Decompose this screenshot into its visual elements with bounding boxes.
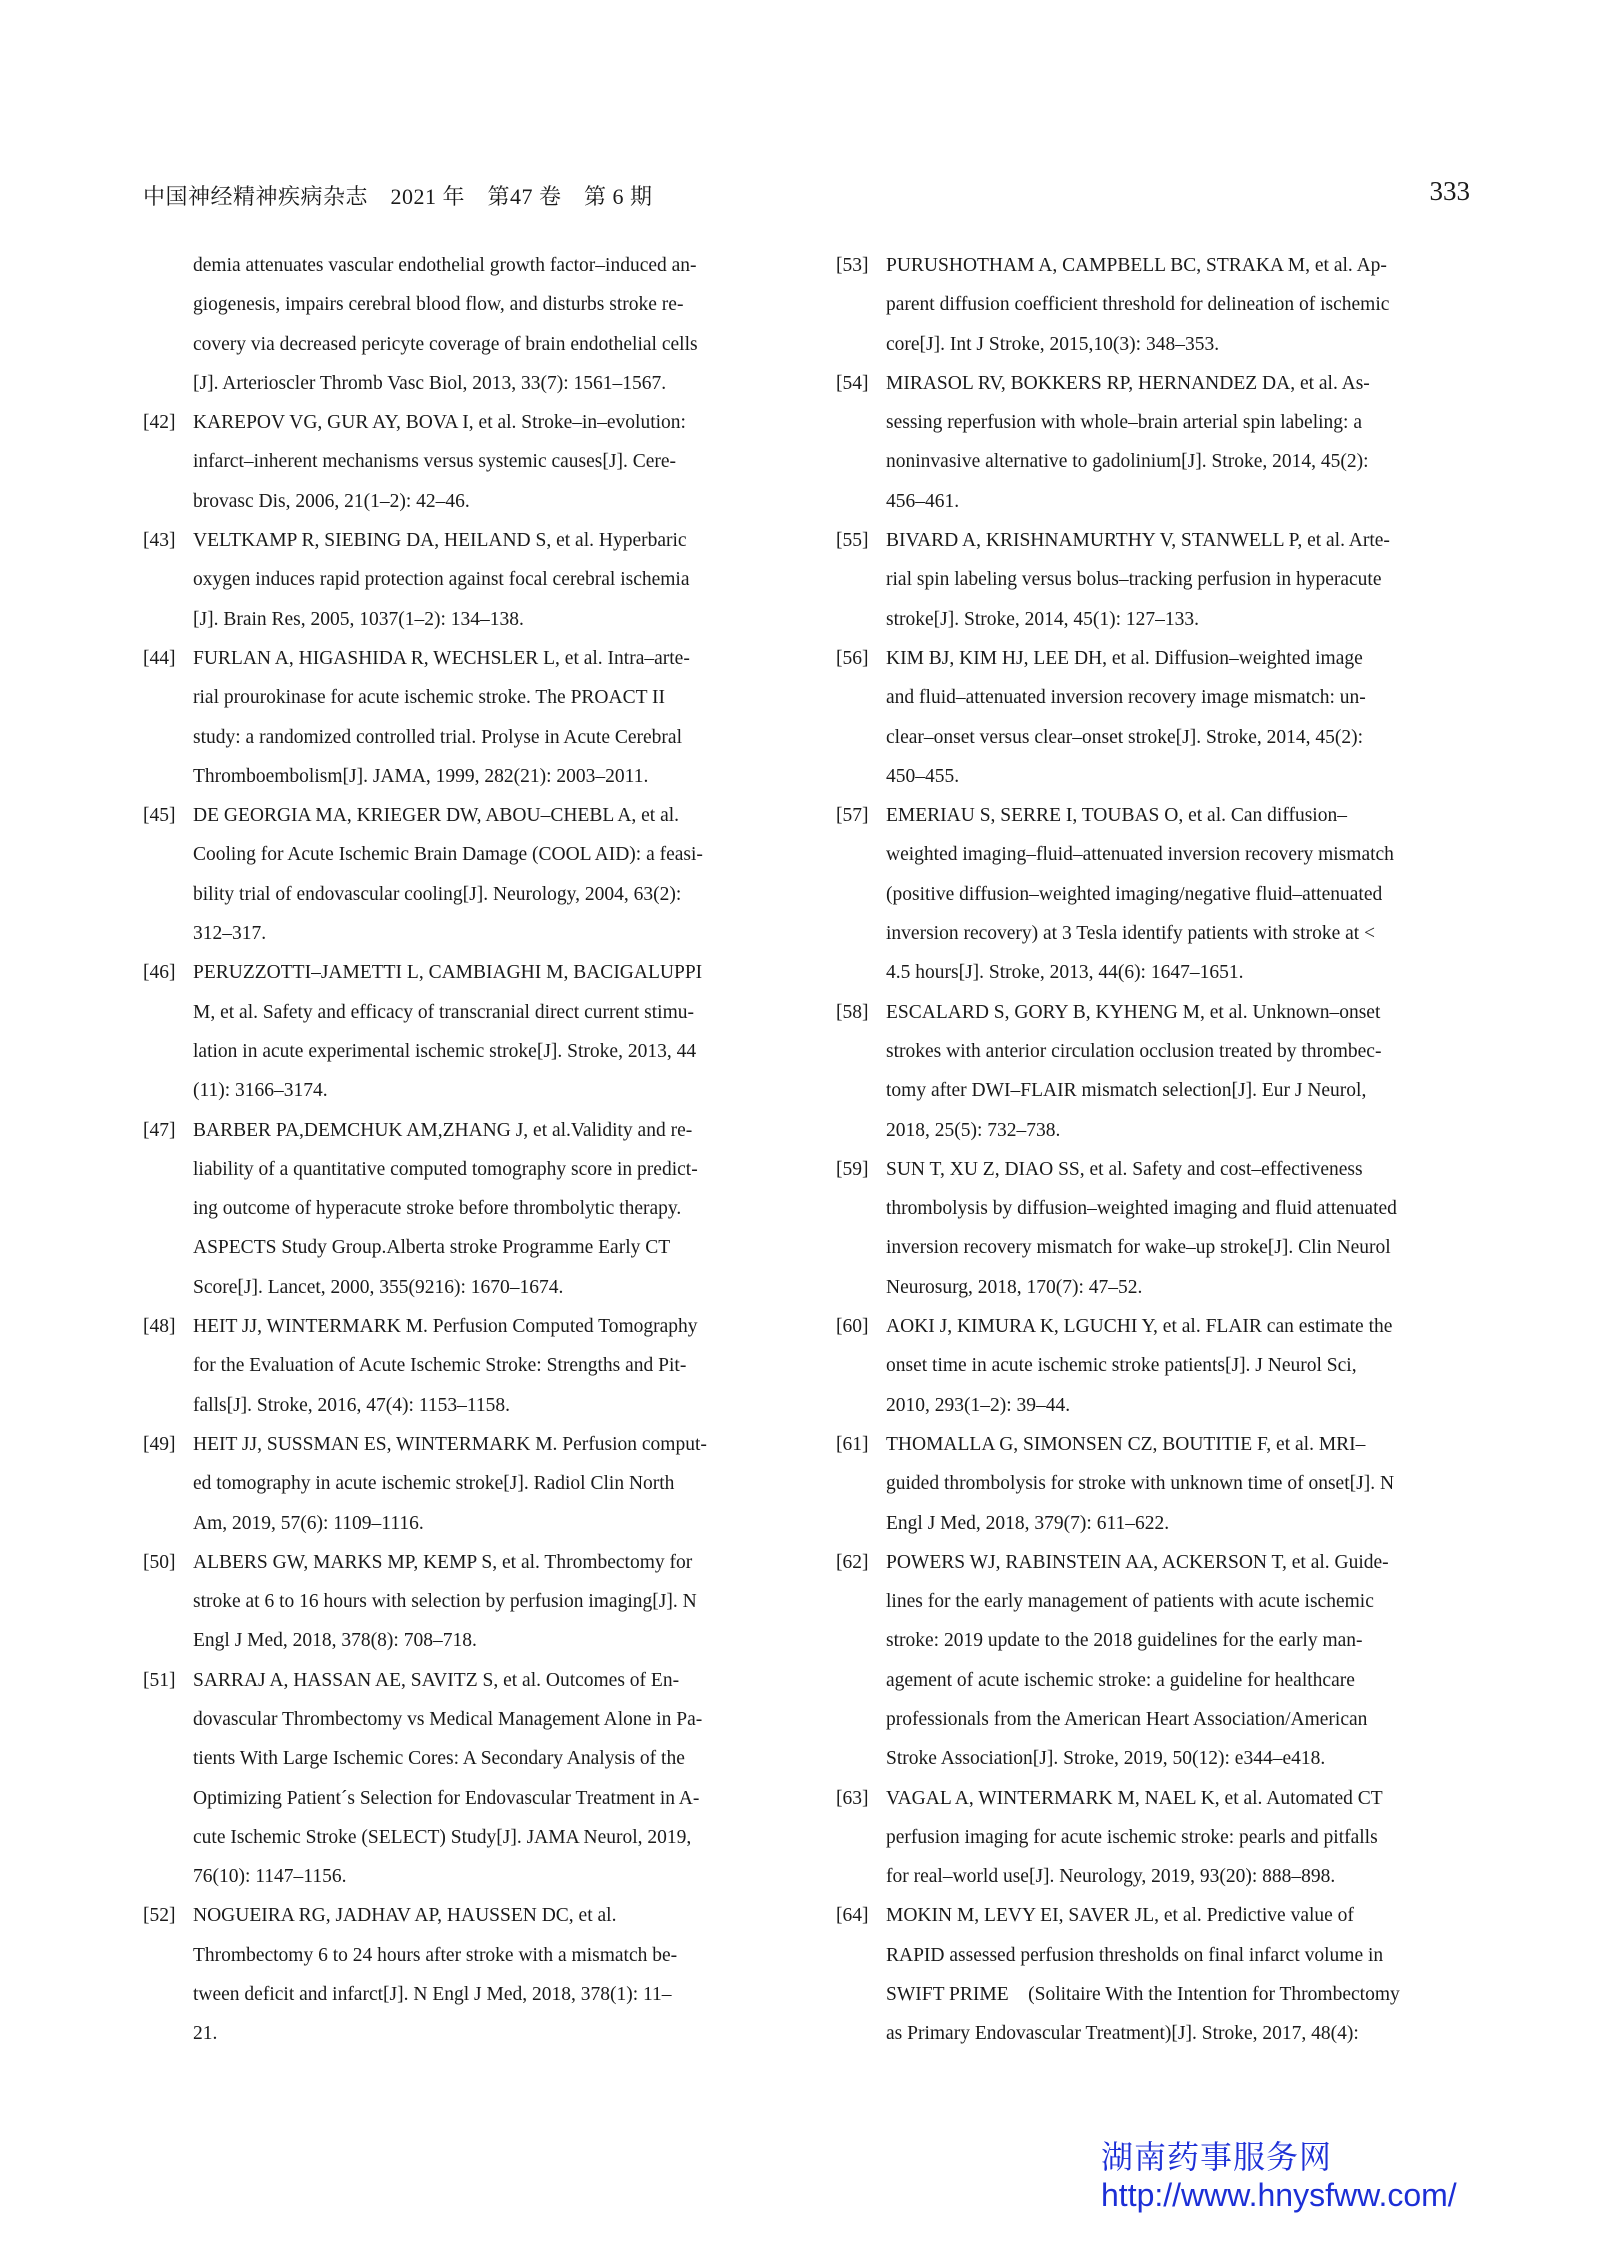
- reference-item: [143, 1661, 777, 1897]
- reference-number: [42]: [143, 412, 176, 434]
- reference-text: HEIT JJ, SUSSMAN ES, WINTERMARK M. Perfusion comput- ed tomography in acute ischemic stroke[J]. Radiol Clin North Am, 2019, 57(6): 1109–1116.: [193, 1433, 707, 1534]
- reference-text: THOMALLA G, SIMONSEN CZ, BOUTITIE F, et al. MRI– guided thrombolysis for stroke with unknown time of onset[J]. N Engl J Med, 2018, 379(7): 611–622.: [886, 1433, 1395, 1534]
- reference-item: [143, 1896, 777, 2053]
- reference-text: VAGAL A, WINTERMARK M, NAEL K, et al. Automated CT perfusion imaging for acute ischemic stroke: pearls and pitfalls for real–world use[J]. Neurology, 2019, 93(20): 888–898.: [886, 1787, 1383, 1888]
- reference-number: [63]: [836, 1787, 869, 1809]
- reference-number: [46]: [143, 962, 176, 984]
- reference-text: PURUSHOTHAM A, CAMPBELL BC, STRAKA M, et al. Ap- parent diffusion coefficient threshold for delineation of ischemic core[J]. Int J Stroke, 2015,10(3): 348–353.: [886, 255, 1390, 355]
- reference-text: VELTKAMP R, SIEBING DA, HEILAND S, et al. Hyperbaric oxygen induces rapid protection against focal cerebral ischemia [J]. Brain Res, 2005, 1037(1–2): 134–138.: [193, 530, 690, 630]
- reference-number: [45]: [143, 805, 176, 827]
- reference-text: HEIT JJ, WINTERMARK M. Perfusion Computed Tomography for the Evaluation of Acute Ischemic Stroke: Strengths and Pit- falls[J]. Stroke, 2016, 47(4): 1153–1158.: [193, 1316, 698, 1416]
- journal-info: 中国神经精神疾病杂志 2021 年 第47 卷 第 6 期: [143, 184, 653, 209]
- reference-number: [50]: [143, 1551, 176, 1573]
- reference-text: KAREPOV VG, GUR AY, BOVA I, et al. Stroke–in–evolution: infarct–inherent mechanisms versus systemic causes[J]. Cere- brovasc Dis, 2006, 21(1–2): 42–46.: [193, 412, 686, 512]
- reference-item: [836, 1543, 1470, 1779]
- reference-text: DE GEORGIA MA, KRIEGER DW, ABOU–CHEBL A, et al. Cooling for Acute Ischemic Brain Damage (COOL AID): a feasi- bility trial of endovascular cooling[J]. Neurology, 2004, 63(2): 312–317.: [193, 805, 703, 945]
- reference-number: [47]: [143, 1119, 176, 1141]
- right-column: [836, 246, 1470, 2096]
- reference-text: ESCALARD S, GORY B, KYHENG M, et al. Unknown–onset strokes with anterior circulation occlusion treated by thrombec- tomy after DWI–FLAIR mismatch selection[J]. Eur J Neurol, 2018, 25(5): 732–738.: [886, 1001, 1382, 1141]
- reference-item: [836, 521, 1470, 639]
- reference-text: ALBERS GW, MARKS MP, KEMP S, et al. Thrombectomy for stroke at 6 to 16 hours with selection by perfusion imaging[J]. N Engl J Med, 2018, 378(8): 708–718.: [193, 1551, 697, 1652]
- reference-item: [143, 796, 777, 953]
- reference-item: [836, 1425, 1470, 1543]
- reference-item: [836, 1307, 1470, 1425]
- reference-text: NOGUEIRA RG, JADHAV AP, HAUSSEN DC, et al. Thrombectomy 6 to 24 hours after stroke with a mismatch be- tween deficit and infarct[J]. N Engl J Med, 2018, 378(1): 11– 21.: [193, 1905, 678, 2045]
- reference-item: [143, 1543, 777, 1661]
- watermark[interactable]: [1101, 2138, 1457, 2214]
- reference-item: [143, 1307, 777, 1425]
- reference-item: [836, 1779, 1470, 1897]
- reference-item: [143, 1111, 777, 1307]
- reference-text: MOKIN M, LEVY EI, SAVER JL, et al. Predictive value of RAPID assessed perfusion thresholds on final infarct volume in SWIFT PRIME (Solitaire With the Intention for Thrombectomy as Primary Endovascular Treatment)[J]. Stroke, 2017, 48(4):: [886, 1905, 1400, 2045]
- reference-item: [836, 1150, 1470, 1307]
- reference-text: KIM BJ, KIM HJ, LEE DH, et al. Diffusion–weighted image and fluid–attenuated inversion recovery image mismatch: un- clear–onset versus clear–onset stroke[J]. Stroke, 2014, 45(2): 450–455.: [886, 647, 1366, 787]
- reference-item: [836, 1896, 1470, 2053]
- running-header: [143, 176, 1470, 216]
- reference-number: [62]: [836, 1551, 869, 1573]
- reference-item: [143, 1425, 777, 1543]
- reference-item: [143, 639, 777, 796]
- reference-number: [55]: [836, 530, 869, 552]
- reference-item: [836, 364, 1470, 521]
- reference-item: [836, 993, 1470, 1150]
- watermark-url-link[interactable]: http://www.hnysfww.com/: [1101, 2177, 1457, 2213]
- reference-item: [143, 521, 777, 639]
- reference-number: [49]: [143, 1433, 176, 1455]
- reference-number: [43]: [143, 530, 176, 552]
- reference-number: [48]: [143, 1316, 176, 1338]
- page-number: 333: [1429, 176, 1470, 206]
- reference-item: [143, 953, 777, 1110]
- reference-number: [61]: [836, 1433, 869, 1455]
- reference-item: [143, 403, 777, 521]
- reference-text: PERUZZOTTI–JAMETTI L, CAMBIAGHI M, BACIGALUPPI M, et al. Safety and efficacy of transcranial direct current stimu- lation in acute experimental ischemic stroke[J]. Stroke, 2013, 44 (11): 3166–3174.: [193, 962, 703, 1102]
- reference-text: MIRASOL RV, BOKKERS RP, HERNANDEZ DA, et al. As- sessing reperfusion with whole–brain arterial spin labeling: a noninvasive alternative to gadolinium[J]. Stroke, 2014, 45(2): 456–461.: [886, 372, 1370, 512]
- reference-text: FURLAN A, HIGASHIDA R, WECHSLER L, et al. Intra–arte- rial prourokinase for acute ischemic stroke. The PROACT II study: a randomized controlled trial. Prolyse in Acute Cerebral Thromboembolism[J]. JAMA, 1999, 282(21): 2003–2011.: [193, 647, 690, 787]
- reference-number: [57]: [836, 805, 869, 827]
- reference-number: [51]: [143, 1669, 176, 1691]
- reference-item: [836, 246, 1470, 364]
- reference-text: SUN T, XU Z, DIAO SS, et al. Safety and cost–effectiveness thrombolysis by diffusion–weighted imaging and fluid attenuated inversion recovery mismatch for wake–up stroke[J]. Clin Neurol Neurosurg, 2018, 170(7): 47–52.: [886, 1158, 1397, 1298]
- reference-number: [59]: [836, 1158, 869, 1180]
- reference-text: BIVARD A, KRISHNAMURTHY V, STANWELL P, et al. Arte- rial spin labeling versus bolus–tracking perfusion in hyperacute stroke[J]. Stroke, 2014, 45(1): 127–133.: [886, 530, 1390, 630]
- reference-text: EMERIAU S, SERRE I, TOUBAS O, et al. Can diffusion– weighted imaging–fluid–attenuated inversion recovery mismatch (positive diffusion–weighted imaging/negative fluid–attenuated inversion recovery) at 3 Tesla identify patients with stroke at < 4.5 hours[J]. Stroke, 2013, 44(6): 1647–1651.: [886, 805, 1394, 984]
- reference-number: [44]: [143, 647, 176, 669]
- reference-item: [836, 639, 1470, 796]
- reference-number: [58]: [836, 1001, 869, 1023]
- reference-text: AOKI J, KIMURA K, LGUCHI Y, et al. FLAIR can estimate the onset time in acute ischemic stroke patients[J]. J Neurol Sci, 2010, 293(1–2): 39–44.: [886, 1316, 1393, 1416]
- reference-number: [54]: [836, 372, 869, 394]
- reference-text: POWERS WJ, RABINSTEIN AA, ACKERSON T, et al. Guide- lines for the early management of patients with acute ischemic stroke: 2019 update to the 2018 guidelines for the early man- agement of acute ischemic stroke: a guideline for healthcare professionals from the American Heart Association/American Stroke Association[J]. Stroke, 2019, 50(12): e344–e418.: [886, 1551, 1389, 1770]
- reference-number: [56]: [836, 647, 869, 669]
- left-column: [143, 246, 777, 2096]
- reference-number: [52]: [143, 1905, 176, 1927]
- reference-number: [64]: [836, 1905, 869, 1927]
- reference-number: [53]: [836, 255, 869, 276]
- reference-item: [836, 796, 1470, 992]
- reference-text: BARBER PA,DEMCHUK AM,ZHANG J, et al.Validity and re- liability of a quantitative computed tomography score in predict- ing outcome of hyperacute stroke before thrombolytic therapy. ASPECTS Study Group.Alberta stroke Programme Early CT Score[J]. Lancet, 2000, 355(9216): 1670–1674.: [193, 1119, 698, 1298]
- watermark-site-name: 湖南药事服务网: [1101, 2139, 1333, 2175]
- reference-number: [60]: [836, 1316, 869, 1338]
- reference-text: SARRAJ A, HASSAN AE, SAVITZ S, et al. Outcomes of En- dovascular Thrombectomy vs Medical Management Alone in Pa- tients With Large Ischemic Cores: A Secondary Analysis of the Optimizing Patient´s Selection for Endovascular Treatment in A- cute Ischemic Stroke (SELECT) Study[J]. JAMA Neurol, 2019, 76(10): 1147–1156.: [193, 1669, 703, 1888]
- reference-text: demia attenuates vascular endothelial growth factor–induced an- giogenesis, impairs cerebral blood flow, and disturbs stroke re- covery via decreased pericyte coverage of brain endothelial cells [J]. Arterioscler Thromb Vasc Biol, 2013, 33(7): 1561–1567.: [193, 255, 698, 394]
- reference-item: [143, 246, 777, 403]
